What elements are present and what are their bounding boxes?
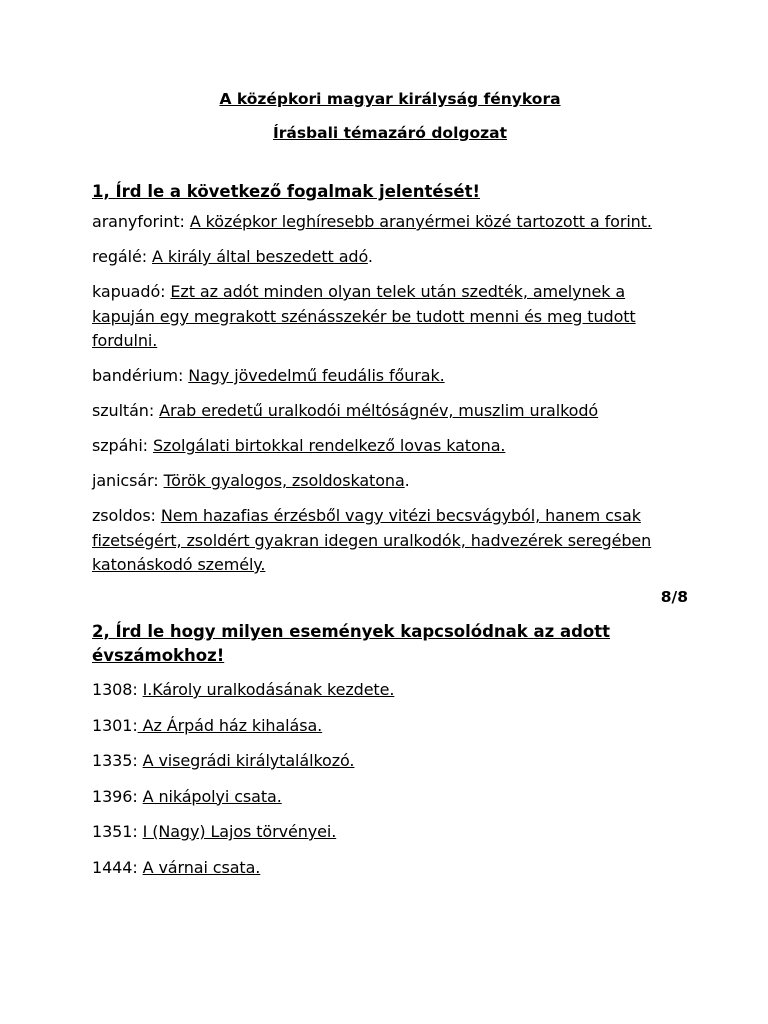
date-item [92, 820, 688, 845]
date-item [92, 678, 688, 703]
section-1-heading: 1, Írd le a következő fogalmak jelentését! [92, 182, 480, 201]
document-title: A középkori magyar királyság fénykora [219, 90, 561, 108]
date-event: Az Árpád ház kihalása. [137, 715, 323, 735]
definition-answer: Nem hazafias érzésből vagy vitézi becsvágyból, hanem csak fizetségért, zsoldért gyakran idegen uralkodók, hadvezérek seregében katonáskodó személy. [92, 506, 652, 574]
definition-answer: Ezt az adót minden olyan telek után szedték, amelynek a kapuján egy megrakott szénásszekér be tudott menni és meg tudott fordulni. [92, 282, 636, 350]
section-2-heading: 2, Írd le hogy milyen események kapcsolódnak az adott évszámokhoz! [92, 622, 611, 665]
date-item [92, 785, 688, 810]
date-item [92, 714, 688, 739]
date-year: 1444: [92, 857, 143, 877]
definition-answer: A király által beszedett adó [152, 247, 368, 266]
definition-item [92, 469, 688, 494]
date-event: A várnai csata. [142, 857, 261, 877]
section-1-score: 8/8 [660, 588, 688, 606]
definition-tail: . [404, 471, 410, 490]
date-event: I (Nagy) Lajos törvényei. [142, 822, 337, 841]
definition-answer: Arab eredetű uralkodói méltóságnév, muszlim uralkodó [159, 401, 599, 420]
date-year: 1335: [92, 751, 143, 770]
document-page [92, 88, 688, 891]
definition-term: regálé: [92, 247, 152, 266]
definition-term: bandérium: [92, 366, 189, 385]
section-definitions [92, 180, 688, 608]
definition-term: kapuadó: [92, 282, 171, 301]
definition-item [92, 399, 688, 424]
section-dates [92, 620, 688, 880]
definition-term: aranyforint: [92, 212, 190, 231]
date-event: A nikápolyi csata. [142, 786, 282, 806]
definition-term: szultán: [92, 401, 160, 420]
definition-term: szpáhi: [92, 436, 153, 455]
date-event: I.Károly uralkodásának kezdete. [142, 680, 395, 699]
definition-item [92, 504, 688, 578]
date-year: 1351: [92, 822, 143, 841]
definition-answer: Török gyalogos, zsoldoskatona [163, 471, 405, 490]
definition-item [92, 434, 688, 459]
definition-tail: . [367, 247, 373, 266]
date-item [92, 749, 688, 774]
definition-term: zsoldos: [92, 506, 161, 525]
definition-answer: Szolgálati birtokkal rendelkező lovas katona. [152, 436, 506, 455]
date-year: 1396: [92, 786, 143, 806]
definition-answer: Nagy jövedelmű feudális főurak. [188, 366, 445, 385]
definition-item [92, 364, 688, 389]
definition-answer: A középkor leghíresebb aranyérmei közé tartozott a forint. [189, 212, 652, 231]
definition-item [92, 210, 688, 235]
date-event: A visegrádi királytalálkozó. [142, 751, 355, 770]
date-year: 1301: [92, 715, 138, 735]
document-subtitle: Írásbali témazáró dolgozat [272, 124, 508, 142]
definition-item [92, 280, 688, 354]
definition-term: janicsár: [92, 471, 164, 490]
date-item [92, 856, 688, 881]
definition-item [92, 245, 688, 270]
date-year: 1308: [92, 680, 143, 699]
